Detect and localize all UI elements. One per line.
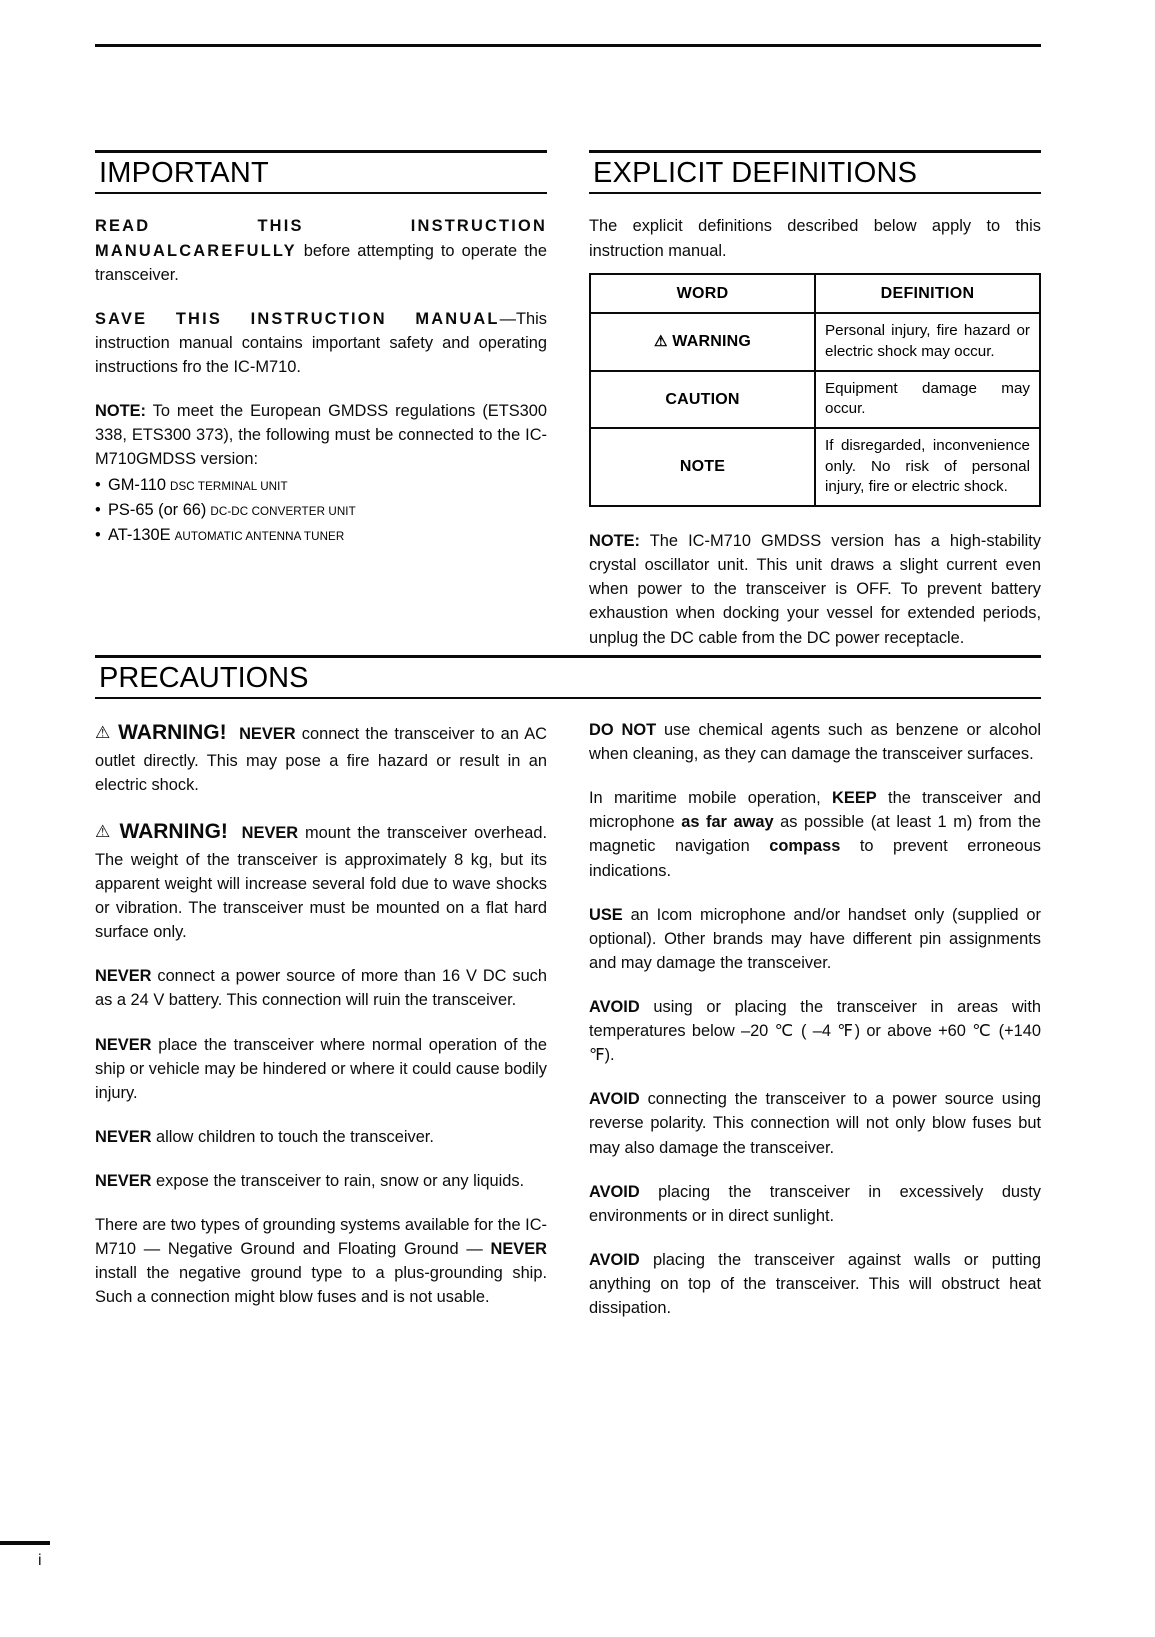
column-header-word: WORD: [590, 274, 815, 314]
compass-emphasis: compass: [769, 837, 841, 856]
important-section-head: [95, 150, 547, 194]
precaution-text: an Icom microphone and/or handset only (supplied or optional). Other brands may have different pin assignments and may damage the transceiver.: [589, 905, 1041, 972]
precaution-never-liquids: [95, 1169, 547, 1193]
explicit-definitions-column: [589, 150, 1041, 650]
definition-cell-caution: Equipment damage may occur.: [815, 371, 1040, 428]
rule-below-heading: [95, 192, 547, 194]
warning-lead: WARNING!: [118, 721, 227, 744]
precautions-section-head: [95, 655, 1041, 699]
compass-text-2: the transceiver and microphone: [589, 789, 1041, 832]
rule-above-heading: [589, 150, 1041, 153]
column-header-definition: DEFINITION: [815, 274, 1040, 314]
warning-lead: WARNING!: [119, 820, 228, 844]
table-row: [590, 313, 1040, 370]
unit-model: PS-65 (or 66): [108, 501, 207, 520]
list-item: [95, 498, 547, 523]
bullet-icon: •: [95, 526, 101, 545]
never-lead: NEVER: [95, 1127, 152, 1146]
unit-description: AUTOMATIC ANTENNA TUNER: [174, 530, 345, 544]
important-column: [95, 150, 547, 548]
explicit-intro-paragraph: The explicit definitions described below apply to this instruction manual.: [589, 217, 1041, 260]
precaution-text: connect the transceiver to an AC outlet directly. This may pose a fire hazard or result in an electric shock.: [95, 725, 547, 794]
gmdss-note-text: To meet the European GMDSS regulations (ETS300 338, ETS300 373), the following must be connected to the IC-M710GMDSS version:: [95, 402, 547, 469]
precaution-use-icom-mic: [589, 903, 1041, 975]
definitions-table: [589, 273, 1041, 507]
page-number: i: [38, 1552, 42, 1569]
read-manual-lead2: CAREFULLY: [179, 241, 297, 260]
precaution-text: connect a power source of more than 16 V DC such as a 24 V battery. This connection will ruin the transceiver.: [95, 967, 547, 1010]
upper-columns: [95, 150, 1041, 650]
precaution-avoid-reverse-polarity: [589, 1087, 1041, 1159]
word-cell-note: NOTE: [590, 428, 815, 506]
precautions-left-column: [95, 718, 547, 1310]
avoid-lead: AVOID: [589, 997, 640, 1016]
word-cell-caution: CAUTION: [590, 371, 815, 428]
precaution-do-not-chemicals: [589, 718, 1041, 766]
as-far-away-emphasis: as far away: [681, 813, 774, 832]
rule-above-heading: [95, 655, 1041, 658]
page-top-rule: [95, 44, 1041, 47]
table-row: [590, 371, 1040, 428]
precaution-text: placing the transceiver in excessively dusty environments or in direct sunlight.: [589, 1182, 1041, 1225]
required-units-list: [95, 473, 547, 548]
compass-text-1: In maritime mobile operation,: [589, 789, 833, 808]
important-heading: IMPORTANT: [99, 157, 269, 189]
precaution-compass-distance: [589, 786, 1041, 882]
never-lead: NEVER: [239, 725, 296, 743]
note-text: The IC-M710 GMDSS version has a high-stability crystal oscillator unit. This unit draws a slight current even when power to the transceiver is OFF. To prevent battery exhaustion when docking your vessel for extended periods, unplug the DC cable from the DC power receptacle.: [589, 532, 1041, 647]
gmdss-oscillator-note: [589, 529, 1041, 650]
do-not-lead: DO NOT: [589, 721, 657, 739]
list-item: [95, 473, 547, 498]
precaution-warning-mount: [95, 817, 547, 944]
list-item: [95, 523, 547, 548]
read-manual-text: before attempting to operate the transceiver.: [95, 241, 547, 284]
precaution-warning-ac-outlet: [95, 718, 547, 797]
save-manual-paragraph: [95, 307, 547, 379]
never-lead: NEVER: [241, 824, 299, 843]
precaution-text: placing the transceiver against walls or putting anything on top of the transceiver. This will obstruct heat dissipation.: [589, 1250, 1041, 1318]
use-lead: USE: [589, 905, 623, 924]
warning-triangle-icon: ⚠: [653, 333, 668, 351]
explicit-definitions-heading: EXPLICIT DEFINITIONS: [593, 157, 918, 189]
word-cell-warning: [590, 313, 815, 370]
precaution-avoid-walls: [589, 1248, 1041, 1320]
avoid-lead: AVOID: [589, 1182, 640, 1201]
precaution-grounding-systems: [95, 1213, 547, 1309]
keep-lead: KEEP: [832, 789, 877, 808]
precaution-never-power-source: [95, 964, 547, 1012]
table-header-row: [590, 274, 1040, 314]
precaution-avoid-temperature: [589, 995, 1041, 1067]
grounding-text-part1: There are two types of grounding systems available for the IC-M710 — Negative Ground and Floating Ground —: [95, 1216, 547, 1259]
unit-model: AT-130E: [108, 526, 171, 545]
rule-below-heading: [95, 697, 1041, 699]
precautions-right-column: [589, 718, 1041, 1320]
precaution-text: mount the transceiver overhead. The weight of the transceiver is approximately 8 kg, but its apparent weight will increase several fold due to wave shocks or vibration. The transceiver must be mounted on a flat hard surface only.: [95, 824, 548, 942]
warning-triangle-icon: ⚠: [95, 723, 112, 742]
explicit-section-head: [589, 150, 1041, 194]
never-lead: NEVER: [95, 1035, 152, 1054]
precaution-avoid-dust-sunlight: [589, 1180, 1041, 1228]
compass-text-3: as possible (at least 1 m) from the magnetic navigation: [589, 813, 1042, 856]
read-manual-lead: READ THIS INSTRUCTION MANUAL: [95, 217, 547, 260]
precaution-text: place the transceiver where normal operation of the ship or vehicle may be hindered or where it could cause bodily injury.: [95, 1035, 547, 1102]
never-lead: NEVER: [490, 1240, 547, 1259]
grounding-text-part2: install the negative ground type to a plus-grounding ship. Such a connection might blow fuses and is not usable.: [95, 1264, 547, 1307]
gmdss-note-paragraph: [95, 399, 547, 471]
avoid-lead: AVOID: [589, 1090, 640, 1109]
precaution-text: connecting the transceiver to a power source using reverse polarity. This connection will not only blow fuses but may also damage the transceiver.: [589, 1090, 1041, 1157]
precaution-never-children: [95, 1125, 547, 1149]
rule-below-heading: [589, 192, 1041, 194]
gmdss-note-lead: NOTE:: [95, 402, 146, 421]
bullet-icon: •: [95, 476, 101, 495]
save-manual-text: —This instruction manual contains important safety and operating instructions fro the IC-M710.: [95, 309, 547, 377]
precaution-text: use chemical agents such as benzene or alcohol when cleaning, as they can damage the transceiver surfaces.: [589, 721, 1041, 764]
precaution-never-placement: [95, 1033, 547, 1105]
never-lead: NEVER: [95, 1172, 152, 1191]
rule-above-heading: [95, 150, 547, 153]
definition-cell-warning: Personal injury, fire hazard or electric shock may occur.: [815, 313, 1040, 370]
avoid-lead: AVOID: [589, 1250, 640, 1269]
precaution-text: using or placing the transceiver in areas with temperatures below –20 ℃ ( –4 ℉) or above +60 ℃ (+140 ℉).: [589, 997, 1041, 1065]
never-lead: NEVER: [95, 967, 152, 986]
precaution-text: allow children to touch the transceiver.: [151, 1127, 434, 1146]
bullet-icon: •: [95, 501, 101, 520]
note-lead: NOTE:: [589, 532, 640, 551]
definition-cell-note: If disregarded, inconvenience only. No risk of personal injury, fire or electric shock.: [815, 428, 1040, 506]
precautions-heading: PRECAUTIONS: [99, 662, 309, 694]
save-manual-lead: SAVE THIS INSTRUCTION MANUAL: [95, 309, 500, 328]
warning-triangle-icon: ⚠: [95, 822, 113, 842]
precautions-columns: [95, 718, 1041, 1320]
unit-description: DC-DC CONVERTER UNIT: [210, 505, 356, 519]
unit-description: DSC TERMINAL UNIT: [170, 480, 288, 494]
word-label: WARNING: [672, 333, 752, 351]
footer-rule: [0, 1541, 50, 1545]
compass-text-4: to prevent erroneous indications.: [589, 837, 1042, 880]
unit-model: GM-110: [108, 476, 166, 495]
precaution-text: expose the transceiver to rain, snow or any liquids.: [151, 1172, 525, 1191]
read-manual-paragraph: [95, 214, 547, 286]
table-row: [590, 428, 1040, 506]
